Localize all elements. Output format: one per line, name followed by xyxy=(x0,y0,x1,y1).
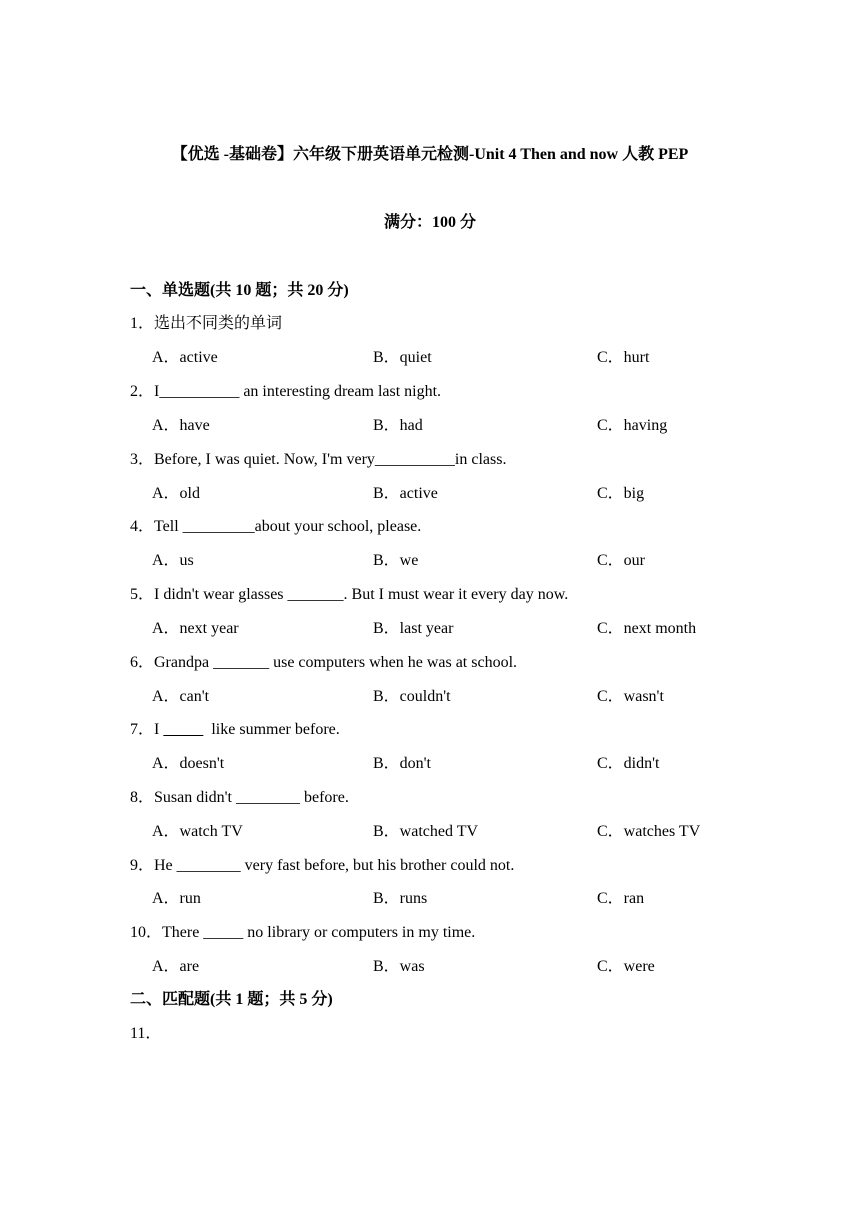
question-2: 2．I__________ an interesting dream last night. xyxy=(130,383,442,400)
option-c: C．having xyxy=(597,417,668,434)
question-7-suffix: like summer before. xyxy=(203,721,340,738)
option-c: C．next month xyxy=(597,620,697,637)
question-1: 1．选出不同类的单词 xyxy=(130,315,283,332)
option-a: A．next year xyxy=(152,620,239,637)
option-c: C．our xyxy=(597,552,646,569)
question-10: 10．There _____ no library or computers in my time. xyxy=(130,924,476,941)
option-c: C．were xyxy=(597,958,655,975)
option-c: C．hurt xyxy=(597,349,650,366)
option-a: A．active xyxy=(152,349,218,366)
section-header-matching: 二、匹配题(共 1 题；共 5 分) xyxy=(130,991,333,1008)
question-7 xyxy=(130,719,340,741)
option-a: A．doesn't xyxy=(152,755,225,772)
option-c: C．wasn't xyxy=(597,688,664,705)
option-b: B．had xyxy=(373,417,423,434)
option-b: B．quiet xyxy=(373,349,432,366)
question-9: 9．He ________ very fast before, but his brother could not. xyxy=(130,857,515,874)
option-a: A．can't xyxy=(152,688,210,705)
option-a: A．have xyxy=(152,417,210,434)
question-5: 5．I didn't wear glasses _______. But I must wear it every day now. xyxy=(130,586,569,603)
question-7-prefix: 7．I xyxy=(130,721,164,738)
option-b: B．don't xyxy=(373,755,432,772)
option-c: C．watches TV xyxy=(597,823,701,840)
option-a: A．are xyxy=(152,958,200,975)
option-a: A．watch TV xyxy=(152,823,243,840)
option-b: B．was xyxy=(373,958,425,975)
option-b: B．active xyxy=(373,485,438,502)
question-6: 6．Grandpa _______ use computers when he was at school. xyxy=(130,654,518,671)
option-c: C．big xyxy=(597,485,645,502)
option-a: A．run xyxy=(152,890,201,907)
total-score: 满分：100 分 xyxy=(383,214,476,231)
option-b: B．runs xyxy=(373,890,428,907)
question-8: 8．Susan didn't ________ before. xyxy=(130,789,349,806)
page-title: 【优选 -基础卷】六年级下册英语单元检测-Unit 4 Then and now 人教 PEP xyxy=(171,146,689,163)
option-a: A．old xyxy=(152,485,201,502)
section-header-single-choice: 一、单选题(共 10 题；共 20 分) xyxy=(130,282,349,299)
question-4: 4．Tell _________about your school, please. xyxy=(130,518,422,535)
option-b: B．couldn't xyxy=(373,688,451,705)
question-3: 3．Before, I was quiet. Now, I'm very__________in class. xyxy=(130,451,507,468)
option-b: B．last year xyxy=(373,620,454,637)
option-a: A．us xyxy=(152,552,194,569)
option-c: C．ran xyxy=(597,890,645,907)
answer-blank xyxy=(163,721,203,738)
option-b: B．watched TV xyxy=(373,823,479,840)
option-b: B．we xyxy=(373,552,419,569)
question-11: 11． xyxy=(130,1025,162,1042)
option-c: C．didn't xyxy=(597,755,660,772)
